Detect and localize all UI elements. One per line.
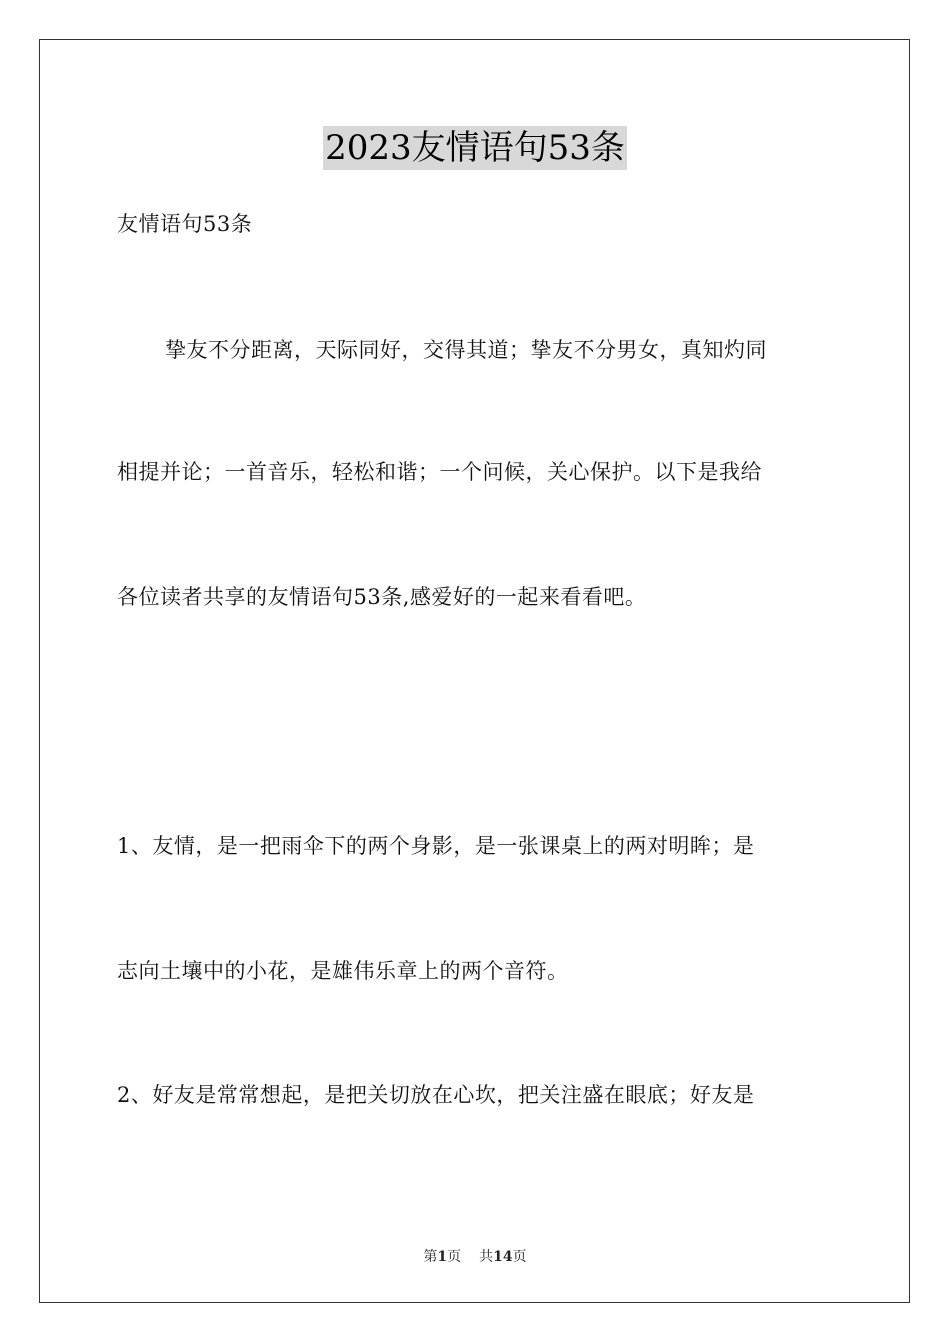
page-footer: [0, 1247, 950, 1267]
document-title: 2023友情语句53条: [325, 128, 625, 168]
footer-total-prefix: 共: [479, 1249, 494, 1265]
footer-page-current: 1: [437, 1249, 448, 1265]
footer-page-unit: 页: [447, 1249, 462, 1265]
footer-total-unit: 页: [512, 1249, 527, 1265]
paragraph-line-6: 2、好友是常常想起，是把关切放在心坎，把关注盛在眼底；好友是: [117, 1083, 755, 1107]
title-container: [0, 126, 950, 170]
paragraph-line-2: 相提并论；一首音乐，轻松和谐；一个问候，关心保护。以下是我给: [117, 460, 762, 484]
paragraph-line-5: 志向土壤中的小花，是雄伟乐章上的两个音符。: [117, 959, 569, 983]
paragraph-line-1: 挚友不分距离，天际同好，交得其道；挚友不分男女，真知灼同: [165, 338, 767, 362]
paragraph-line-3: 各位读者共享的友情语句53条,感爱好的一起来看看吧。: [117, 585, 647, 609]
paragraph-line-4: 1、友情，是一把雨伞下的两个身影，是一张课桌上的两对明眸；是: [117, 834, 755, 858]
footer-page-total: 14: [493, 1249, 513, 1265]
footer-page-prefix: 第: [423, 1249, 438, 1265]
document-subtitle: 友情语句53条: [117, 212, 253, 236]
